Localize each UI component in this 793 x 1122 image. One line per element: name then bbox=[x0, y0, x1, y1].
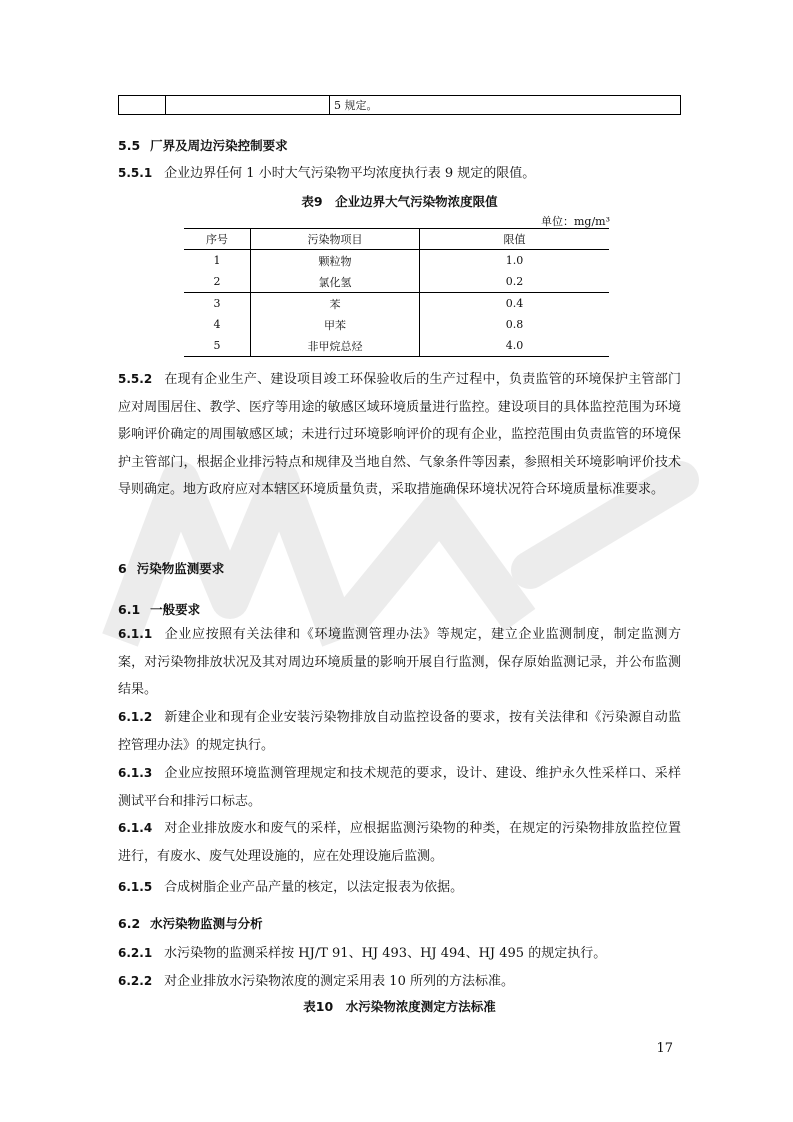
table-cell: 5 bbox=[184, 335, 251, 357]
clause-6-1-3: 6.1.3 企业应按照环境监测管理规定和技术规范的要求，设计、建设、维护永久性采样口、采样测试平台和排污口标志。 bbox=[118, 766, 681, 809]
table-cell: 颗粒物 bbox=[251, 250, 420, 272]
table-row bbox=[184, 250, 609, 272]
clause-6-1-5: 6.1.5 合成树脂企业产品产量的核定，以法定报表为依据。 bbox=[118, 880, 464, 895]
table-cell: 甲苯 bbox=[251, 314, 420, 335]
table-cell bbox=[166, 96, 330, 115]
table-cell: 5 规定。 bbox=[330, 96, 681, 115]
section-heading-5-5: 5.5 厂界及周边污染控制要求 bbox=[118, 138, 288, 153]
table-cell: 0.2 bbox=[420, 271, 610, 293]
table9-caption: 表9 企业边界大气污染物浓度限值 bbox=[301, 194, 498, 209]
table-cell: 4.0 bbox=[420, 335, 610, 357]
table-header: 污染物项目 bbox=[251, 229, 420, 250]
page-number: 17 bbox=[656, 1041, 673, 1056]
table-cell bbox=[119, 96, 166, 115]
table10-caption: 表10 水污染物浓度测定方法标准 bbox=[303, 999, 496, 1014]
continued-table bbox=[118, 95, 681, 115]
clause-6-2-2: 6.2.2 对企业排放水污染物浓度的测定采用表 10 所列的方法标准。 bbox=[118, 974, 514, 989]
section-heading-6-1: 6.1 一般要求 bbox=[118, 602, 201, 617]
clause-6-1-4: 6.1.4 对企业排放废水和废气的采样，应根据监测污染物的种类，在规定的污染物排放监控位置进行，有废水、废气处理设施的，应在处理设施后监测。 bbox=[118, 821, 681, 864]
table-header: 限值 bbox=[420, 229, 610, 250]
section-heading-6: 6 污染物监测要求 bbox=[118, 561, 225, 576]
table-cell: 1.0 bbox=[420, 250, 610, 272]
table-cell: 1 bbox=[213, 254, 221, 267]
table-cell: 0.8 bbox=[420, 314, 610, 335]
table-cell: 非甲烷总烃 bbox=[251, 335, 420, 357]
clause-5-5-2: 5.5.2 在现有企业生产、建设项目竣工环保验收后的生产过程中，负责监管的环境保护主管部门应对周围居住、教学、医疗等用途的敏感区域环境质量进行监控。建设项目的具体监控范围为环境影响评价确定的周围敏感区域；未进行过环境影响评价的现有企业，监控范围由负责监管的环境保护主管部门，根据企业排污特点和规律及当地自然、气象条件等因素，参照相关环境影响评价技术导则确定。地方政府应对本辖区环境质量负责，采取措施确保环境状况符合环境质量标准要求。 bbox=[118, 372, 681, 497]
table-cell: 2 bbox=[213, 275, 221, 288]
clause-6-2-1: 6.2.1 水污染物的监测采样按 HJ/T 91、HJ 493、HJ 494、HJ 495 的规定执行。 bbox=[118, 946, 607, 961]
table-cell: 4 bbox=[213, 318, 221, 331]
table9-unit: 单位：mg/m³ bbox=[540, 215, 610, 228]
table-row bbox=[184, 335, 609, 357]
table9 bbox=[184, 228, 609, 357]
clause-5-5-1: 5.5.1 企业边界任何 1 小时大气污染物平均浓度执行表 9 规定的限值。 bbox=[118, 166, 536, 181]
table-row bbox=[184, 314, 609, 335]
table-cell: 苯 bbox=[251, 293, 420, 315]
table-cell: 0.4 bbox=[420, 293, 610, 315]
clause-6-1-2: 6.1.2 新建企业和现有企业安装污染物排放自动监控设备的要求，按有关法律和《污染源自动监控管理办法》的规定执行。 bbox=[118, 710, 681, 753]
table-cell: 3 bbox=[184, 293, 251, 315]
clause-6-1-1: 6.1.1 企业应按照有关法律和《环境监测管理办法》等规定，建立企业监测制度，制定监测方案，对污染物排放状况及其对周边环境质量的影响开展自行监测，保存原始监测记录，并公布监测结果。 bbox=[118, 627, 681, 697]
table-cell: 氯化氢 bbox=[251, 271, 420, 293]
section-heading-6-2: 6.2 水污染物监测与分析 bbox=[118, 916, 263, 931]
table-row bbox=[184, 271, 609, 293]
table-header: 序号 bbox=[184, 229, 251, 250]
table-row bbox=[184, 293, 609, 315]
